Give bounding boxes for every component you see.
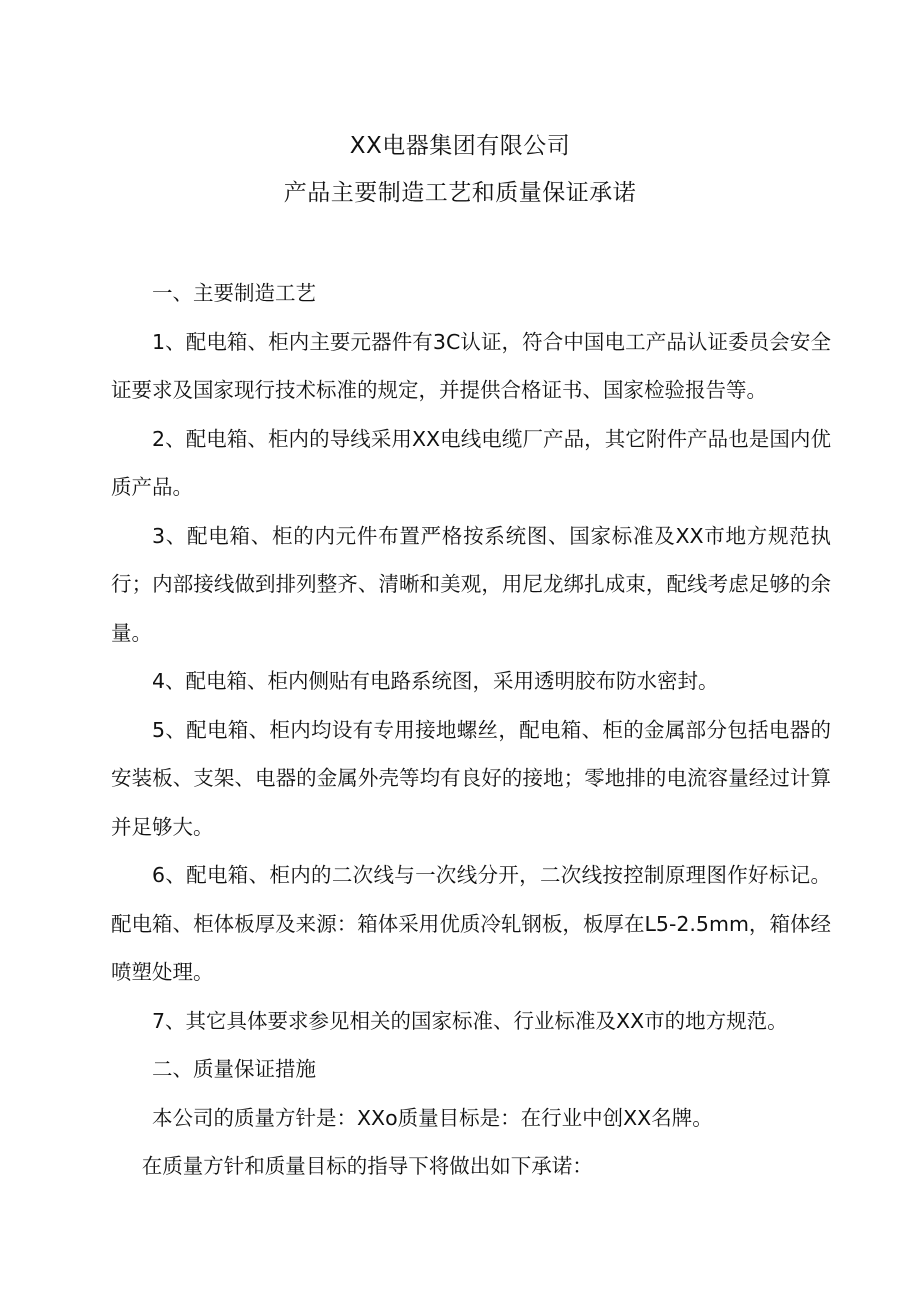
- document-body: [111, 269, 831, 1191]
- paragraph-item-5: 5、配电箱、柜内均设有专用接地螺丝，配电箱、柜的金属部分包括电器的安装板、支架、电器的金属外壳等均有良好的接地；零地排的电流容量经过计算并足够大。: [111, 717, 831, 839]
- section-heading-quality: 二、质量保证措施: [152, 1057, 316, 1081]
- quality-commitment: 在质量方针和质量目标的指导下将做出如下承诺：: [141, 1154, 593, 1178]
- paragraph-item-7: 7、其它具体要求参见相关的国家标准、行业标准及XX市的地方规范。: [152, 1008, 788, 1033]
- paragraph-item-1: 1、配电箱、柜内主要元器件有3C认证，符合中国电工产品认证委员会安全证要求及国家现行技术标准的规定，并提供合格证书、国家检验报告等。: [111, 329, 831, 402]
- paragraph-item-3: 3、配电箱、柜的内元件布置严格按系统图、国家标准及XX市地方规范执行；内部接线做到排列整齐、清晰和美观，用尼龙绑扎成束，配线考虑足够的余量。: [111, 523, 831, 645]
- paragraph-item-6: 6、配电箱、柜内的二次线与一次线分开，二次线按控制原理图作好标记。配电箱、柜体板厚及来源：箱体采用优质冷轧钢板，板厚在L5-2.5mm，箱体经喷塑处理。: [111, 863, 831, 984]
- document-title: 产品主要制造工艺和质量保证承诺: [283, 180, 637, 206]
- section-heading-manufacturing: 一、主要制造工艺: [152, 281, 316, 305]
- quality-policy: 本公司的质量方针是：XXo质量目标是：在行业中创XX名牌。: [152, 1105, 713, 1130]
- company-name: XX电器集团有限公司: [349, 133, 571, 159]
- paragraph-item-2: 2、配电箱、柜内的导线采用XX电线电缆厂产品，其它附件产品也是国内优质产品。: [111, 426, 831, 499]
- paragraph-item-4: 4、配电箱、柜内侧贴有电路系统图，采用透明胶布防水密封。: [152, 669, 719, 693]
